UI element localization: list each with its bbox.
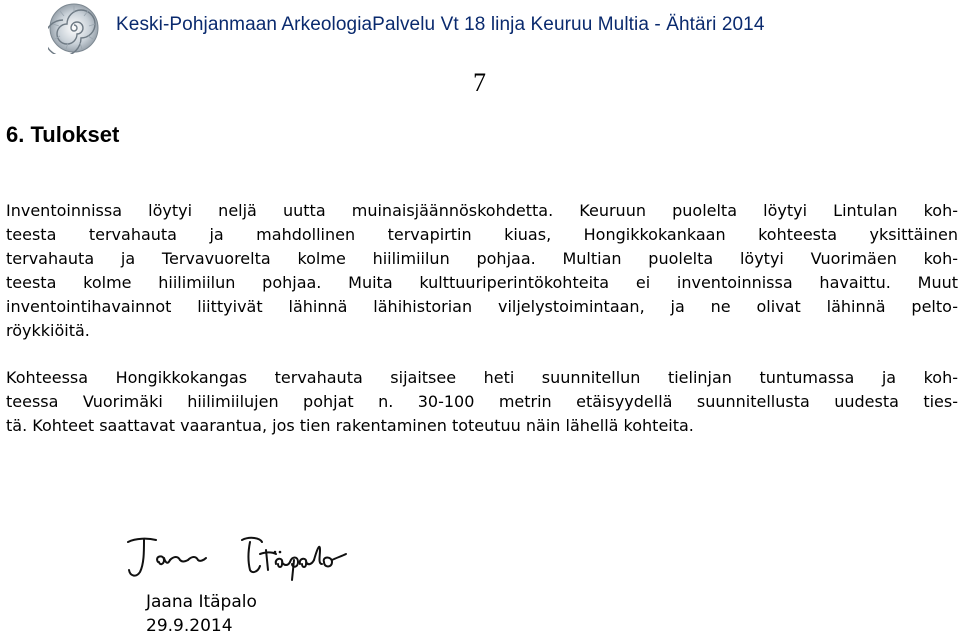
page-header bbox=[0, 0, 960, 56]
signer-name: Jaana Itäpalo bbox=[146, 592, 257, 612]
paragraph-line: inventointihavainnot liittyivät lähinnä lähihistorian viljelystoimintaan, ja ne olivat lähinnä pelto- bbox=[6, 297, 958, 316]
signature-date: 29.9.2014 bbox=[146, 616, 233, 636]
paragraph-line: tä. Kohteet saattavat vaarantua, jos tien rakentaminen toteutuu näin lähellä kohteita. bbox=[6, 416, 694, 435]
paragraph-line: teesta tervahauta ja mahdollinen tervapirtin kiuas, Hongikkokankaan kohteesta yksittäinen bbox=[6, 225, 958, 244]
paragraph-line: teessa Vuorimäki hiilimiilujen pohjat n. 30-100 metrin etäisyydellä suunnitellusta uudesta ties- bbox=[6, 392, 958, 411]
paragraph-line: Inventoinnissa löytyi neljä uutta muinaisjäännöskohdetta. Keuruun puolelta löytyi Lintulan koh- bbox=[6, 201, 958, 220]
paragraph-line: Kohteessa Hongikkokangas tervahauta sijaitsee heti suunnitellun tielinjan tuntumassa ja koh- bbox=[6, 368, 958, 387]
page-number: 7 bbox=[473, 68, 486, 97]
paragraph-line: tervahauta ja Tervavuorelta kolme hiilimiilun pohjaa. Multian puolelta löytyi Vuorimäen koh- bbox=[6, 249, 958, 268]
handwritten-signature bbox=[122, 526, 372, 582]
paragraph-2 bbox=[6, 366, 958, 438]
paragraph-1 bbox=[6, 199, 958, 343]
paragraph-line: teesta kolme hiilimiilun pohjaa. Muita kulttuuriperintökohteita ei inventoinnissa havaittu. Muut bbox=[6, 273, 958, 292]
ammonite-shell-icon bbox=[48, 2, 100, 54]
section-title: 6. Tulokset bbox=[6, 122, 120, 147]
paragraph-line: röykkiöitä. bbox=[6, 321, 90, 340]
header-title: Keski-Pohjanmaan ArkeologiaPalvelu Vt 18 linja Keuruu Multia - Ähtäri 2014 bbox=[116, 14, 765, 35]
